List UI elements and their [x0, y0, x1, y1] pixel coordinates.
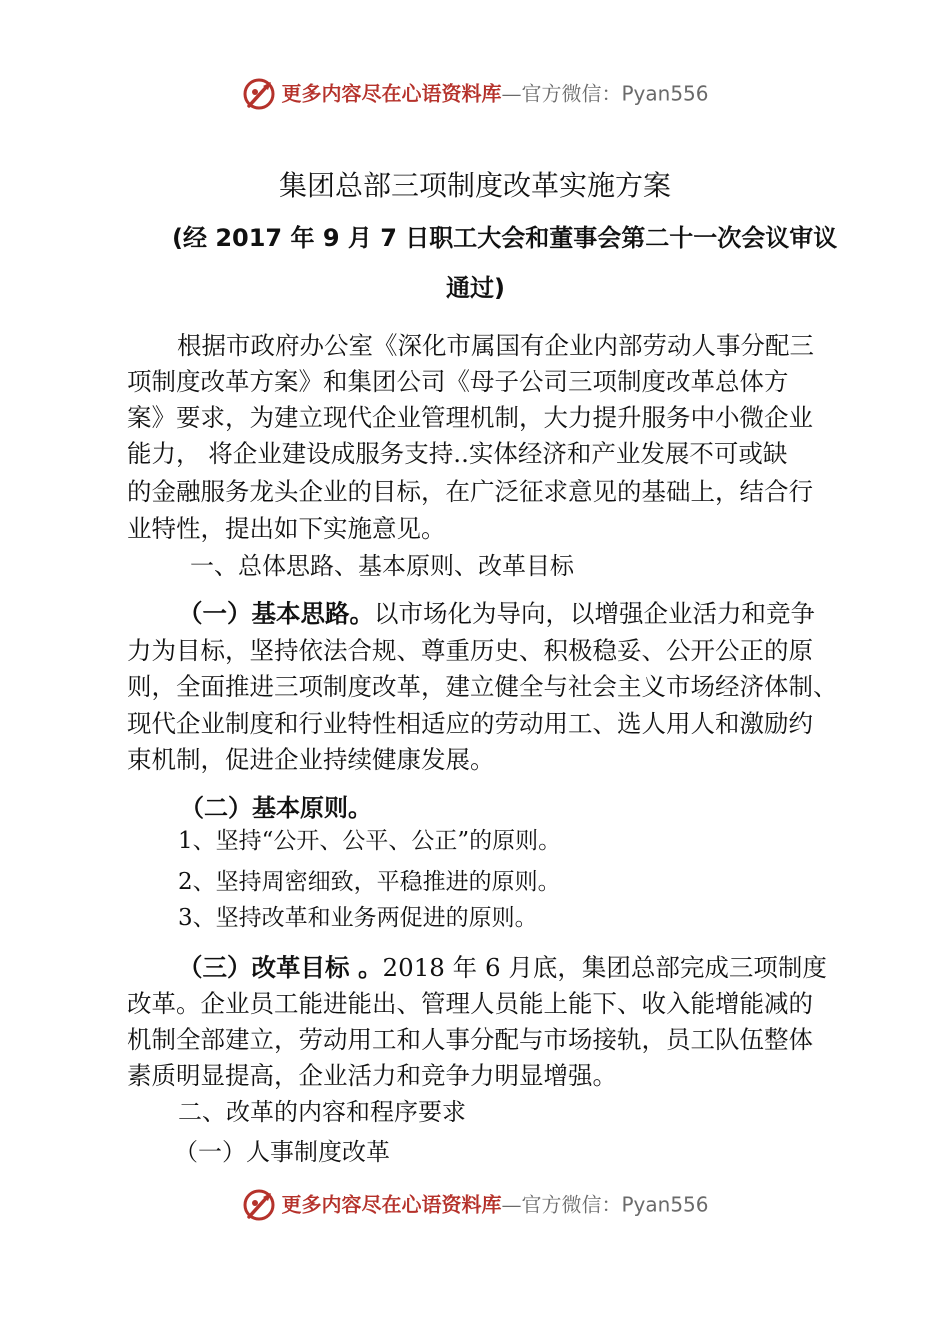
watermark-header [0, 72, 950, 114]
subsection-1-1-line: 力为目标，坚持依法合规、尊重历史、积极稳妥、公开公正的原 [127, 636, 813, 665]
pen-circle-logo-icon [241, 1187, 277, 1223]
subsection-1-1-line: 则，全面推进三项制度改革，建立健全与社会主义市场经济体制、 [127, 672, 838, 701]
subsection-1-1 [178, 596, 815, 632]
subsection-1-1-text: 以市场化为导向，以增强企业活力和竞争 [374, 599, 815, 628]
intro-line: 根据市政府办公室《深化市属国有企业内部劳动人事分配三 [177, 331, 814, 360]
principle-item: 3、坚持改革和业务两促进的原则。 [178, 905, 538, 931]
principle-item: 2、坚持周密细致，平稳推进的原则。 [178, 869, 561, 895]
intro-line: 案》要求，为建立现代企业管理机制，大力提升服务中小微企业 [127, 403, 813, 432]
section-2-heading: 二、改革的内容和程序要求 [178, 1098, 466, 1126]
subsection-1-3 [178, 950, 827, 986]
watermark-handle: Pyan556 [621, 1192, 709, 1217]
subsection-1-3-text: 2018 年 6 月底，集团总部完成三项制度 [382, 953, 827, 982]
intro-line: 能力， 将企业建设成服务支持..实体经济和产业发展不可或缺 [127, 439, 788, 468]
watermark-text-grey: —官方微信： [501, 1192, 622, 1217]
subsection-1-1-label: （一）基本思路。 [178, 599, 374, 628]
watermark-footer [0, 1183, 950, 1225]
principle-item: 1、坚持“公开、公平、公正”的原则。 [178, 828, 562, 854]
intro-line: 的金融服务龙头企业的目标，在广泛征求意见的基础上，结合行 [127, 477, 813, 506]
watermark-text-red: 更多内容尽在心语资料库 [281, 81, 502, 106]
subsection-1-2-label: （二）基本原则。 [180, 794, 372, 822]
document-subtitle-line1: (经 2017 年 9 月 7 日职工大会和董事会第二十一次会议审议 [172, 224, 838, 252]
document-title: 集团总部三项制度改革实施方案 [278, 169, 671, 202]
section-1-heading: 一、总体思路、基本原则、改革目标 [190, 552, 574, 580]
subsection-1-1-line: 束机制，促进企业持续健康发展。 [127, 745, 495, 774]
intro-line: 项制度改革方案》和集团公司《母子公司三项制度改革总体方 [127, 367, 789, 396]
subsection-1-3-label: （三）改革目标 。 [178, 953, 383, 982]
subsection-1-3-line: 机制全部建立，劳动用工和人事分配与市场接轨，员工队伍整体 [127, 1025, 813, 1054]
watermark-text-red: 更多内容尽在心语资料库 [281, 1192, 502, 1217]
subsection-2-1-heading: （一）人事制度改革 [174, 1138, 390, 1166]
subsection-1-3-line: 改革。企业员工能进能出、管理人员能上能下、收入能增能减的 [127, 989, 813, 1018]
watermark-handle: Pyan556 [621, 81, 709, 106]
pen-circle-logo-icon [241, 76, 277, 112]
watermark-text-grey: —官方微信： [501, 81, 622, 106]
document-subtitle-line2: 通过) [446, 274, 505, 302]
subsection-1-1-line: 现代企业制度和行业特性相适应的劳动用工、选人用人和激励约 [127, 709, 813, 738]
subsection-1-3-line: 素质明显提高，企业活力和竞争力明显增强。 [127, 1061, 617, 1090]
intro-line: 业特性，提出如下实施意见。 [127, 514, 446, 543]
